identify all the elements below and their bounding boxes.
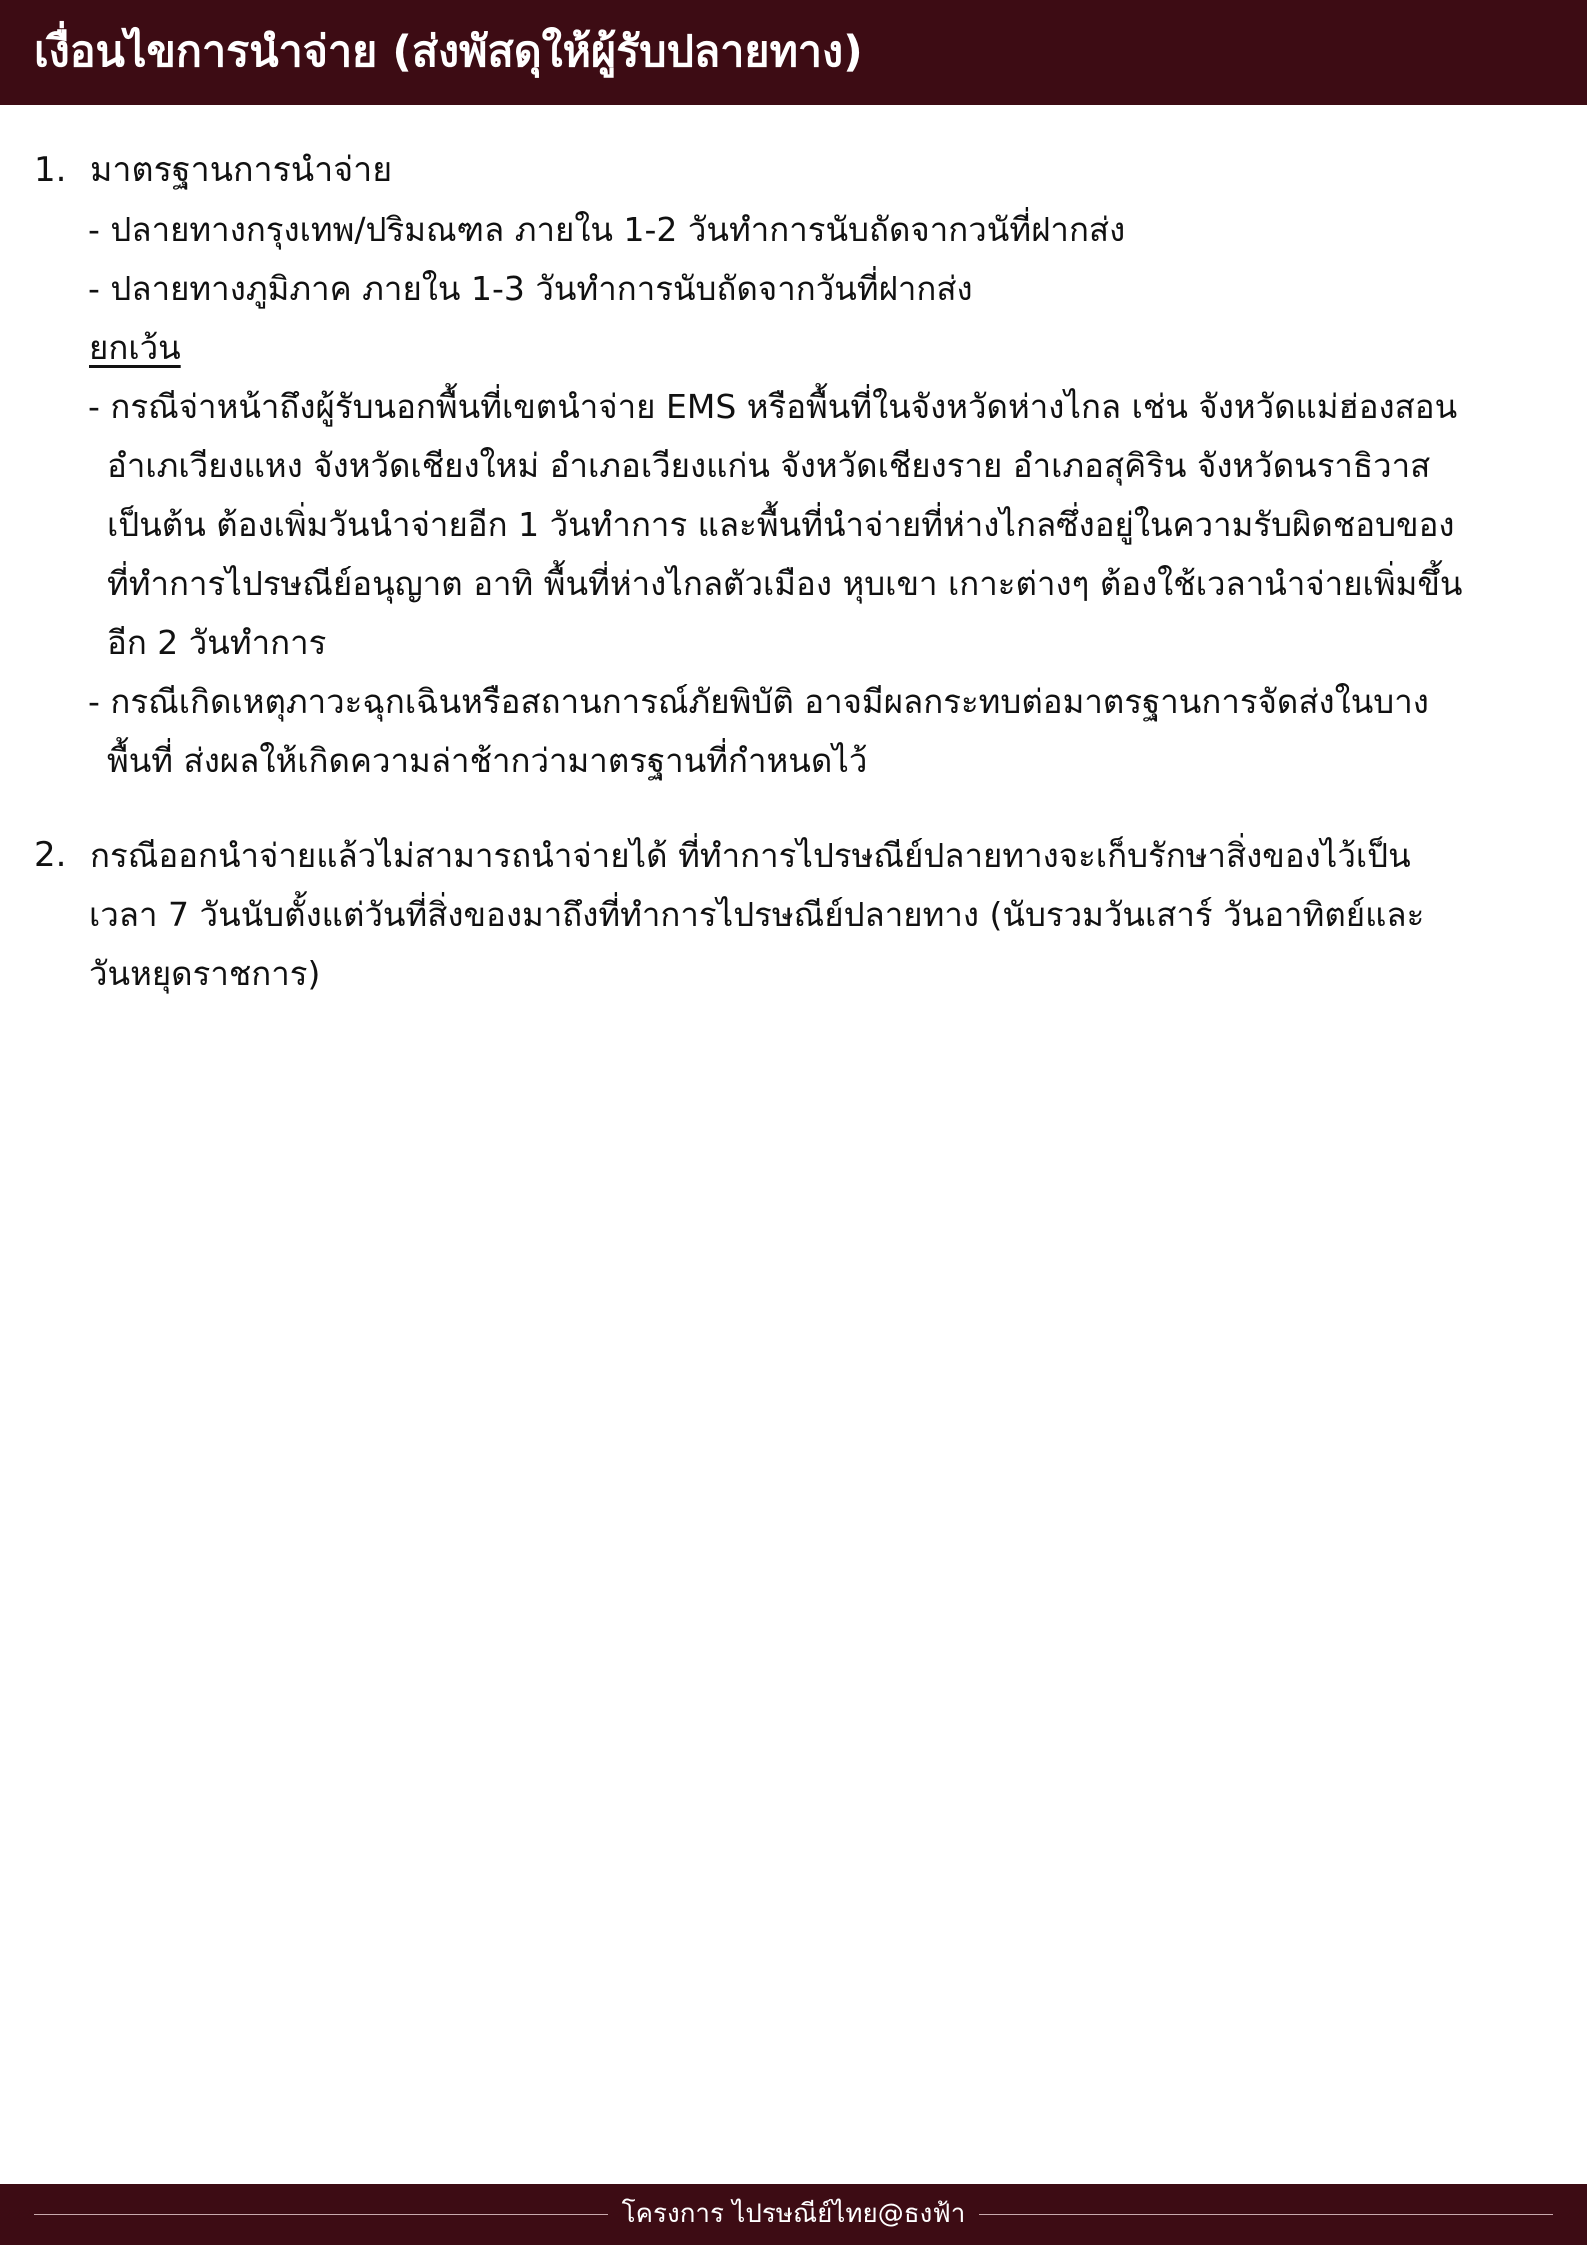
exception-line: - กรณีเกิดเหตุภาวะฉุกเฉินหรือสถานการณ์ภัยพิบัติ อาจมีผลกระทบต่อมาตรฐานการจัดส่งในบาง bbox=[88, 682, 1429, 721]
undeliverable-line: กรณีออกนำจ่ายแล้วไม่สามารถนำจ่ายได้ ที่ทำการไปรษณีย์ปลายทางจะเก็บรักษาสิ่งของไว้เป็น bbox=[90, 836, 1411, 875]
exception-line: พื้นที่ ส่งผลให้เกิดความล่าช้ากว่ามาตรฐานที่กำหนดไว้ bbox=[107, 741, 868, 780]
exception-line: ที่ทำการไปรษณีย์อนุญาต อาทิ พื้นที่ห่างไกลตัวเมือง หุบเขา เกาะต่างๆ ต้องใช้เวลานำจ่ายเพิ่มขึ้น bbox=[107, 564, 1463, 603]
page-title: เงื่อนไขการนำจ่าย (ส่งพัสดุให้ผู้รับปลายทาง) bbox=[34, 27, 863, 77]
exception-line: - กรณีจ่าหน้าถึงผู้รับนอกพื้นที่เขตนำจ่าย EMS หรือพื้นที่ในจังหวัดห่างไกล เช่น จังหวัดแม่ฮ่องสอน bbox=[88, 387, 1458, 426]
exception-heading: ยกเว้น bbox=[89, 328, 181, 367]
standard-bangkok-line: - ปลายทางกรุงเทพ/ปริมณฑล ภายใน 1-2 วันทำการนับถัดจากวนัที่ฝากส่ง bbox=[88, 210, 1126, 249]
exception-line: อีก 2 วันทำการ bbox=[107, 623, 327, 662]
section-title: มาตรฐานการนำจ่าย bbox=[90, 150, 393, 190]
standard-region-line: - ปลายทางภูมิภาค ภายใน 1-3 วันทำการนับถัดจากวันที่ฝากส่ง bbox=[88, 269, 973, 308]
section-number: 1. bbox=[34, 150, 67, 190]
undeliverable-line: วันหยุดราชการ) bbox=[89, 954, 321, 993]
exception-line: เป็นต้น ต้องเพิ่มวันนำจ่ายอีก 1 วันทำการ และพื้นที่นำจ่ายที่ห่างไกลซึ่งอยู่ในความรับผิดชอบของ bbox=[107, 505, 1455, 544]
footer-project-label: โครงการ ไปรษณีย์ไทย@ธงฟ้า bbox=[608, 2199, 980, 2229]
exception-line: อำเภเวียงแหง จังหวัดเชียงใหม่ อำเภอเวียงแก่น จังหวัดเชียงราย อำเภอสุคิริน จังหวัดนราธิวาส bbox=[107, 446, 1431, 485]
section-number: 2. bbox=[34, 835, 67, 875]
page-header bbox=[0, 0, 1587, 105]
page-footer bbox=[0, 2184, 1587, 2245]
undeliverable-line: เวลา 7 วันนับตั้งแต่วันที่สิ่งของมาถึงที่ทำการไปรษณีย์ปลายทาง (นับรวมวันเสาร์ วันอาทิตย์และ bbox=[89, 895, 1425, 934]
